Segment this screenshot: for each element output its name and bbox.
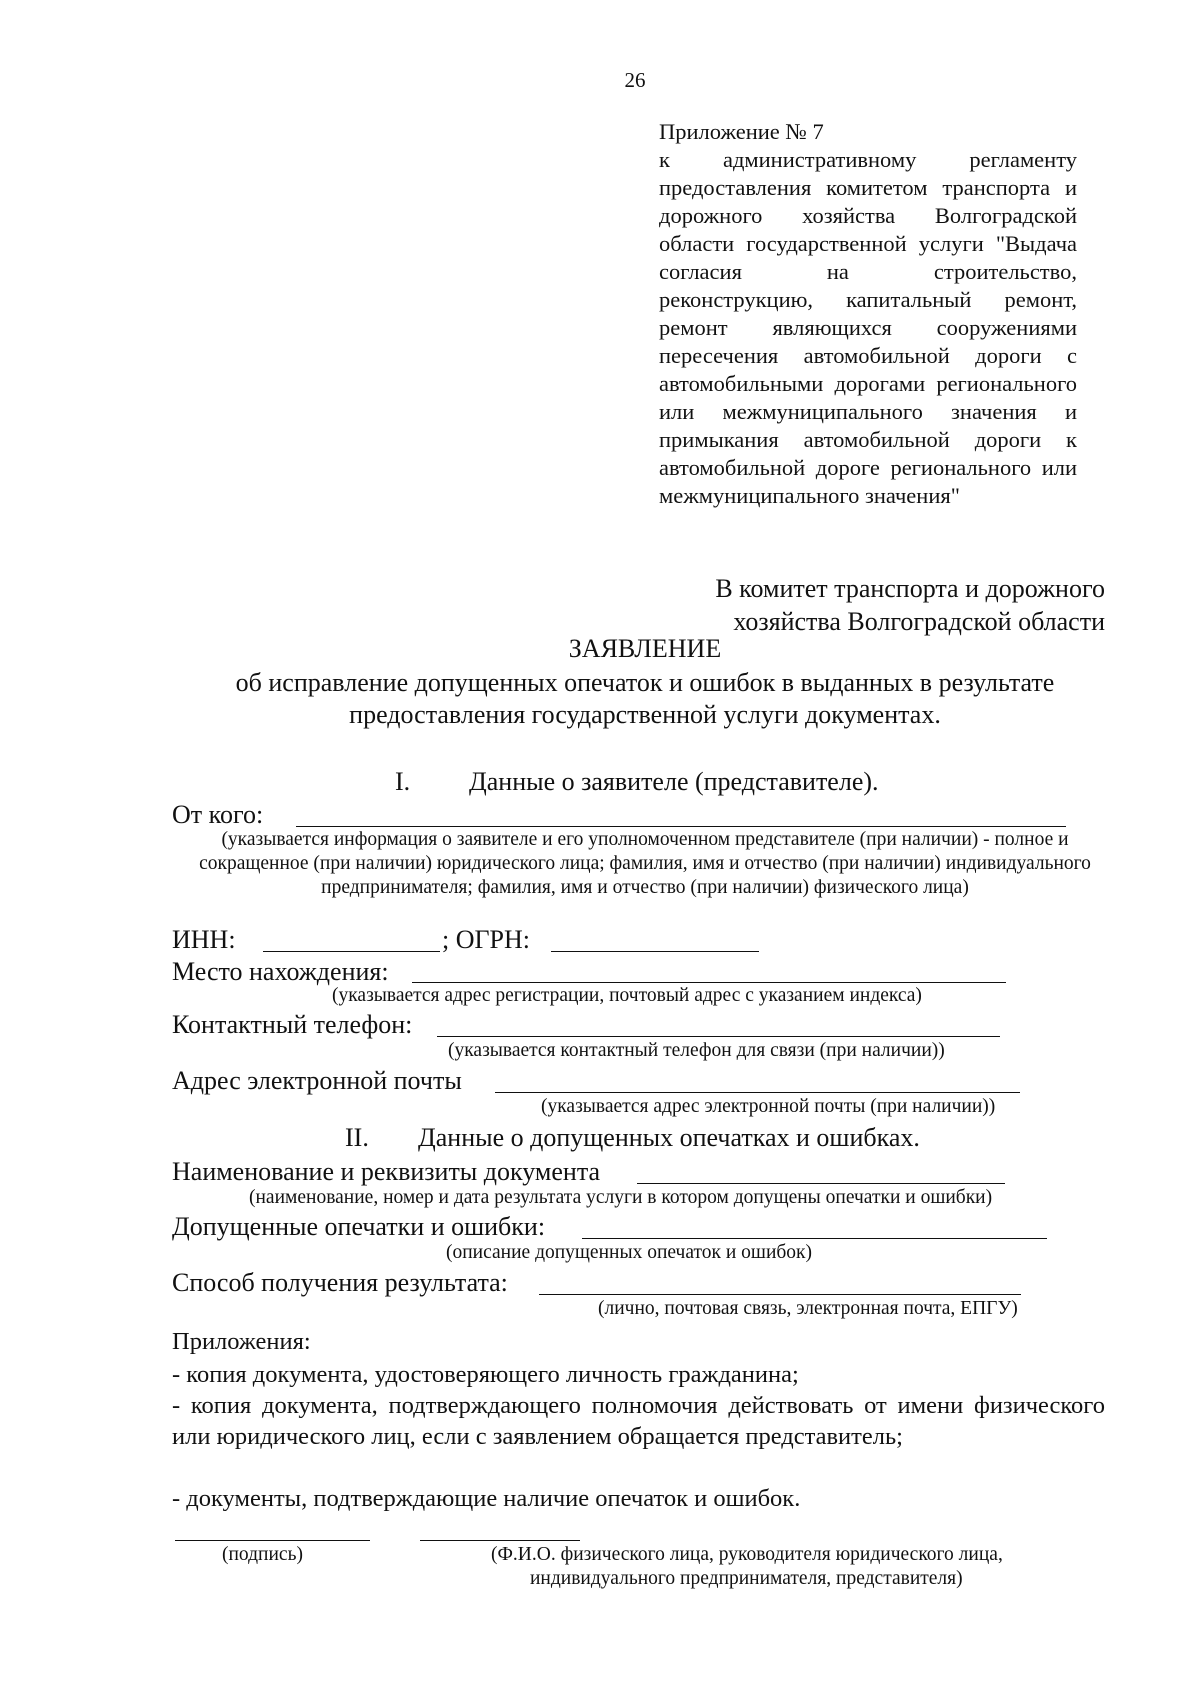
location-label: Место нахождения: (172, 957, 389, 986)
errors-field[interactable] (582, 1238, 1047, 1239)
document-subtitle-2: предоставления государственной услуги документах. (349, 700, 941, 729)
annex-body: к административному регламенту предоставления комитетом транспорта и дорожного хозяйства Волгоградской области государственной услуги "Выдача согласия на строительство, реконструкцию, капитальный ремонт, ремонт являющихся сооружениями пересечения автомобильной дороги с автомобильными дорогами регионального или межмуниципального значения и примыкания автомобильной дороги к автомобильной дороге регионального или межмуниципального значения" (659, 147, 1077, 508)
from-field[interactable] (296, 826, 1066, 827)
section-1-number: I. (395, 767, 411, 796)
page-number: 26 (624, 68, 646, 92)
from-hint-3: предпринимателя; фамилия, имя и отчество (при наличии) физического лица) (321, 877, 969, 898)
attachment-item-2: - копия документа, подтверждающего полномочия действовать от имени физического или юридического лиц, если с заявлением обращается представитель; (172, 1392, 1105, 1450)
document-label: Наименование и реквизиты документа (172, 1157, 601, 1186)
method-field[interactable] (539, 1294, 1021, 1295)
section-1-title: Данные о заявителе (представителе). (469, 767, 879, 796)
document-hint: (наименование, номер и дата результата услуги в котором допущены опечатки и ошибки) (249, 1187, 993, 1208)
addressee-line-2: хозяйства Волгоградской области (733, 607, 1105, 636)
addressee (600, 572, 1105, 638)
email-hint: (указывается адрес электронной почты (при наличии)) (541, 1096, 996, 1117)
attachment-item-3: - документы, подтверждающие наличие опечаток и ошибок. (172, 1485, 801, 1512)
location-hint: (указывается адрес регистрации, почтовый адрес с указанием индекса) (332, 985, 922, 1006)
inn-field[interactable] (263, 951, 440, 952)
from-hint-2: сокращенное (при наличии) юридического лица; фамилия, имя и отчество (при наличии) индивидуального (199, 853, 1091, 874)
name-field[interactable] (420, 1540, 580, 1541)
from-hint-1: (указывается информация о заявителе и его уполномоченном представителе (при наличии) - полное и (221, 829, 1069, 850)
document-title: ЗАЯВЛЕНИЕ (568, 634, 722, 663)
annex-block (659, 118, 1077, 510)
ogrn-field[interactable] (551, 951, 759, 952)
email-field[interactable] (495, 1092, 1020, 1093)
signature-field[interactable] (175, 1540, 370, 1541)
phone-label: Контактный телефон: (172, 1010, 413, 1039)
document-field[interactable] (637, 1183, 1005, 1184)
attachment-item-1: - копия документа, удостоверяющего личность гражданина; (172, 1361, 799, 1388)
section-2-number: II. (345, 1123, 369, 1152)
errors-hint: (описание допущенных опечаток и ошибок) (446, 1242, 813, 1263)
ogrn-label: ; ОГРН: (442, 925, 530, 954)
signature-hint: (подпись) (222, 1544, 303, 1565)
errors-label: Допущенные опечатки и ошибки: (172, 1212, 546, 1241)
from-label: От кого: (172, 800, 264, 829)
location-field[interactable] (412, 982, 1006, 983)
name-hint-2: индивидуального предпринимателя, представителя) (530, 1568, 963, 1589)
phone-hint: (указывается контактный телефон для связи (при наличии)) (448, 1040, 945, 1061)
inn-label: ИНН: (172, 925, 236, 954)
annex-title: Приложение № 7 (659, 119, 824, 144)
document-subtitle-1: об исправление допущенных опечаток и ошибок в выданных в результате (235, 668, 1055, 697)
method-label: Способ получения результата: (172, 1268, 508, 1297)
addressee-line-1: В комитет транспорта и дорожного (715, 574, 1105, 603)
email-label: Адрес электронной почты (172, 1066, 462, 1095)
phone-field[interactable] (437, 1036, 1000, 1037)
attachments-title: Приложения: (172, 1328, 311, 1355)
method-hint: (лично, почтовая связь, электронная почта, ЕПГУ) (598, 1298, 1018, 1319)
name-hint-1: (Ф.И.О. физического лица, руководителя юридического лица, (491, 1544, 1003, 1565)
section-2-title: Данные о допущенных опечатках и ошибках. (418, 1123, 920, 1152)
